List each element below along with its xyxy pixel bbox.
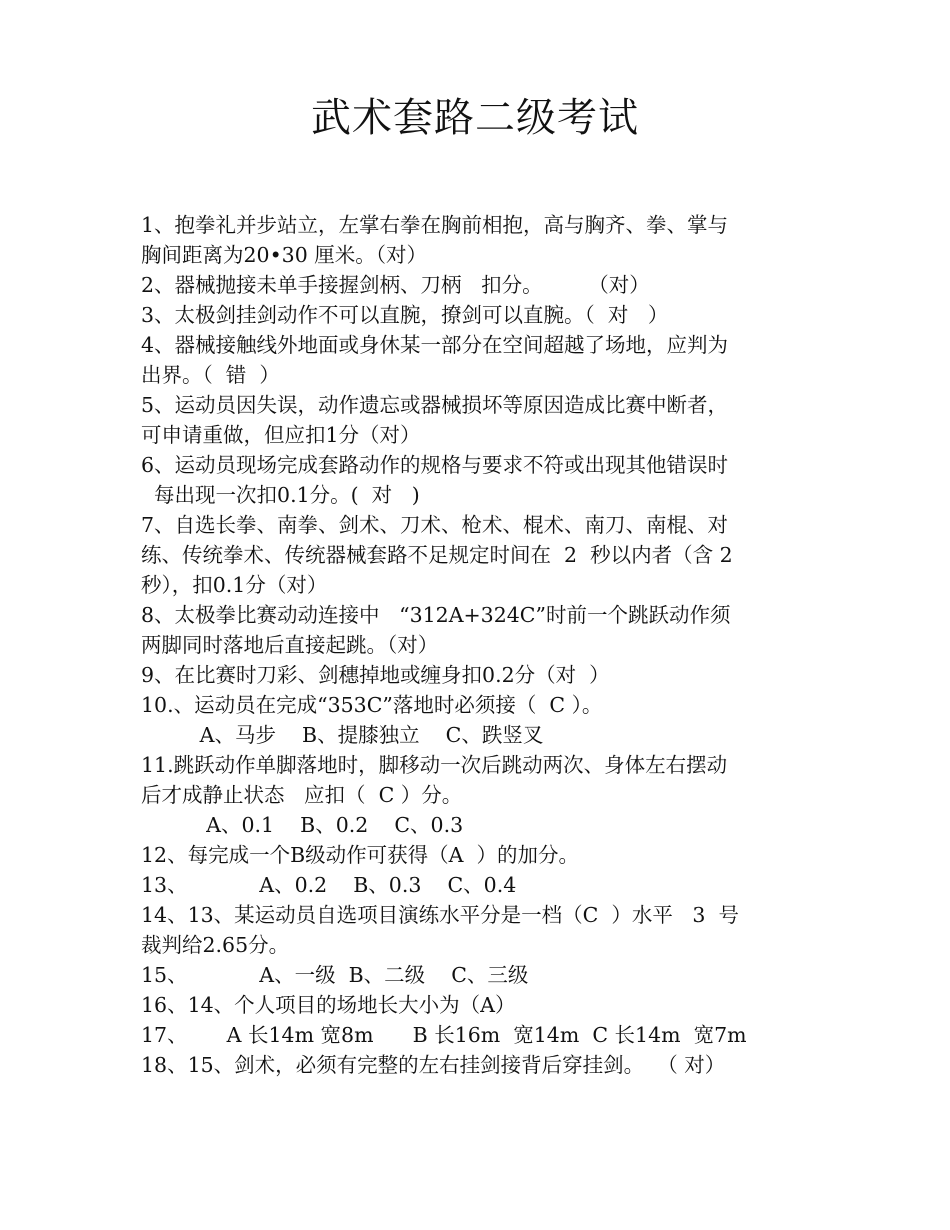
text-line: 5、运动员因失误，动作遗忘或器械损坏等原因造成比赛中断者， [141, 393, 729, 417]
text-line: 6、运动员现场完成套路动作的规格与要求不符或出现其他错误时 [141, 453, 729, 477]
text-line: 3、太极剑挂剑动作不可以直腕，撩剑可以直腕。（ 对 ） [141, 303, 669, 327]
text-line: 4、器械接触线外地面或身休某一部分在空间超越了场地，应判为 [141, 333, 729, 357]
text-line: 可申请重做，但应扣1分（对） [141, 423, 421, 447]
text-line: 2、器械抛接未单手接握剑柄、刀柄 扣分。 （对） [141, 273, 650, 297]
text-line: 1、抱拳礼并步站立，左掌右拳在胸前相抱，高与胸齐、拳、掌与 [141, 213, 729, 237]
text-line: 12、每完成一个B级动作可获得（A ）的加分。 [141, 843, 579, 867]
text-line: 17、 A 长14m 宽8m B 长16m 宽14m C 长14m 宽7m [141, 1023, 747, 1047]
text-line: 15、 A、一级 B、二级 C、三级 [141, 963, 529, 987]
text-line: A、马步 B、提膝独立 C、跌竖叉 [141, 723, 544, 747]
text-line: 9、在比赛时刀彩、剑穗掉地或缠身扣0.2分（对 ） [141, 663, 610, 687]
text-line: 后才成静止状态 应扣（ C ）分。 [141, 783, 463, 807]
text-line: 出界。（ 错 ） [141, 363, 280, 387]
text-line: 裁判给2.65分。 [141, 933, 290, 957]
text-line: 16、14、个人项目的场地长大小为（A） [141, 993, 516, 1017]
text-line: 13、 A、0.2 B、0.3 C、0.4 [141, 873, 517, 897]
text-line: 秒），扣0.1分（对） [141, 573, 328, 597]
text-line: 两脚同时落地后直接起跳。（对） [141, 633, 439, 657]
document-body [141, 210, 811, 1080]
document-title: 武术套路二级考试 [311, 95, 639, 141]
text-line: 胸间距离为20•30 厘米。（对） [141, 243, 428, 267]
text-line: 11.跳跃动作单脚落地时，脚移动一次后跳动两次、身体左右摆动 [141, 753, 728, 777]
text-line: 每出现一次扣0.1分。( 对 ) [141, 483, 420, 507]
text-line: 练、传统拳术、传统器械套路不足规定时间在 2 秒以内者（含 2 [141, 543, 733, 567]
text-line: 7、自选长拳、南拳、剑术、刀术、枪术、棍术、南刀、南棍、对 [141, 513, 729, 537]
text-line: 18、15、剑术，必须有完整的左右挂剑接背后穿挂剑。 （ 对） [141, 1053, 726, 1077]
text-line: 14、13、某运动员自选项目演练水平分是一档（C ）水平 3 号 [141, 903, 740, 927]
text-line: 8、太极拳比赛动动连接中 “312A+324C”时前一个跳跃动作须 [141, 603, 731, 627]
text-line: A、0.1 B、0.2 C、0.3 [141, 813, 464, 837]
text-line: 10.、运动员在完成“353C”落地时必须接（ C ）。 [141, 693, 603, 717]
